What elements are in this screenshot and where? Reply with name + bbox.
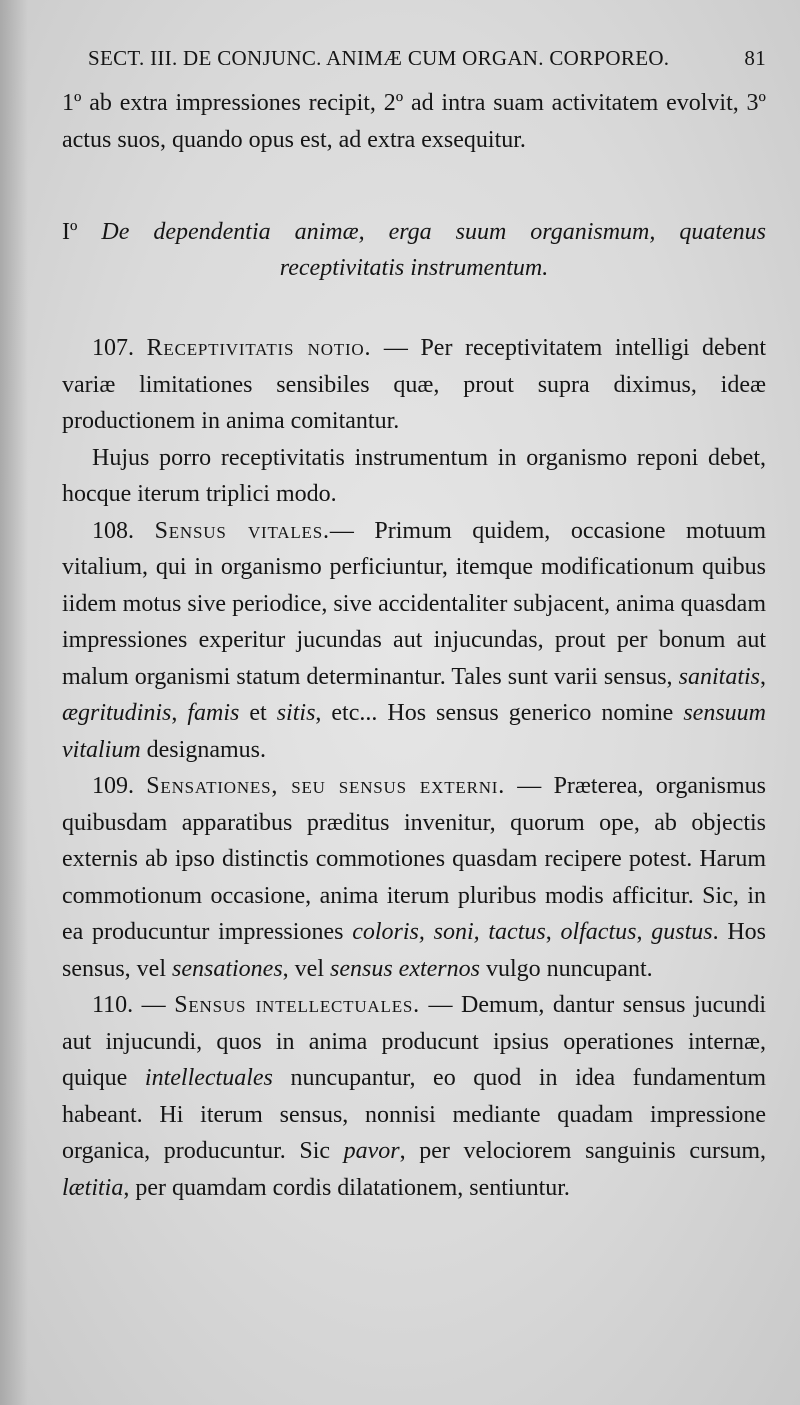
separator: ,	[636, 919, 652, 945]
italic-term: sitis	[276, 700, 316, 726]
italic-term: lætitia	[62, 1174, 124, 1201]
italic-term: intellectuales	[144, 1065, 273, 1091]
italic-term: sanitatis	[678, 663, 760, 690]
dash: —	[419, 992, 462, 1018]
running-head-title: SECT. III. DE CONJUNC. ANIMÆ CUM ORGAN. CORPOREO.	[88, 46, 670, 70]
paragraph-text: , per quamdam cordis dilatationem, sentiuntur.	[123, 1174, 570, 1201]
paragraph-text: Per receptivitatem intelligi debent variæ limitationes sensibiles quæ, prout supra diximus, ideæ productionem in anima comitantur.	[62, 335, 767, 434]
dash: —	[371, 335, 421, 361]
italic-term: pavor	[343, 1138, 400, 1164]
section-heading	[62, 214, 766, 286]
running-head	[88, 46, 766, 71]
paragraph-110	[62, 987, 766, 1206]
italic-term: coloris, soni, tactus	[352, 919, 546, 945]
dash: —	[505, 773, 554, 799]
section-heading-line-1	[62, 214, 766, 250]
paragraph-text: , etc... Hos sensus generico nomine	[315, 700, 684, 726]
paragraph-text: Hujus porro receptivitatis instrumentum in organismo reponi debet, hocque iterum triplici modo.	[62, 444, 766, 507]
italic-term: sensuum vitalium	[62, 700, 767, 763]
page-number: 81	[744, 46, 766, 70]
paragraph-label: Receptivitatis notio.	[146, 335, 372, 361]
section-title-part-1: De dependentia animæ, erga suum organismum, quatenus	[101, 219, 767, 245]
paragraph-text: Præterea, organismus quibusdam apparatibus præditus invenitur, quorum ope, ab objectis externis ab ipso distinctis commotiones quasdam recipere potest. Harum commotionum occasione, anima iterum pluribus modis afficitur. Sic, in ea producuntur impressiones	[62, 773, 767, 945]
italic-term: gustus	[651, 919, 713, 945]
paragraph-number: 107.	[92, 335, 134, 361]
paragraph-text: vulgo nuncupant.	[479, 955, 653, 982]
italic-term: sensus externos	[330, 955, 480, 982]
paragraph-label: Sensationes, seu sensus externi.	[146, 773, 506, 799]
intro-paragraph	[62, 85, 766, 158]
paragraph-text: nuncupantur, eo quod in idea fundamentum habeant. Hi iterum sensus, nonnisi mediante quadam impressione organica, producuntur. Sic	[62, 1065, 766, 1164]
paragraph-number: 109.	[92, 773, 134, 799]
separator: ,	[760, 663, 766, 690]
separator: ,	[171, 700, 188, 726]
paragraph-text: Primum quidem, occasione motuum vitalium, qui in organismo perficiuntur, itemque modificationum quibus iidem motus sive periodice, sive accidentaliter subjacent, anima quasdam impressiones experitur jucundas aut injucundas, prout per bonum aut malum organismi statum determinantur. Tales sunt varii sensus,	[62, 517, 767, 690]
paragraph-109	[62, 768, 766, 987]
paragraph-text: , vel	[282, 955, 330, 982]
separator: ,	[545, 919, 561, 945]
paragraph-text: . Hos sensus, vel	[62, 919, 767, 982]
dash: —	[133, 992, 175, 1018]
intro-text: 1º ab extra impressiones recipit, 2º ad intra suam activitatem evolvit, 3º actus suos, quando opus est, ad extra exsequitur.	[62, 90, 766, 153]
paragraph-text: , per velociorem sanguinis cursum,	[399, 1138, 766, 1164]
dash: —	[329, 517, 375, 544]
paragraph-number: 108.	[92, 517, 134, 544]
italic-term: famis	[187, 700, 240, 726]
paragraph-107-continued	[62, 440, 766, 513]
paragraph-label: Sensus vitales.	[154, 517, 330, 544]
section-title-part-2: receptivitatis instrumentum.	[279, 255, 549, 281]
paragraph-number: 110.	[92, 992, 134, 1018]
section-number: Iº	[62, 219, 78, 245]
paragraph-text: Demum, dantur sensus jucundi aut injucundi, quos in anima producunt ipsius operationes internæ, quique	[62, 992, 767, 1091]
separator: et	[239, 700, 277, 726]
italic-term: sensationes	[172, 955, 283, 982]
paragraph-label: Sensus intellectuales.	[174, 992, 420, 1018]
paragraph-108	[62, 513, 766, 769]
paragraph-text: designamus.	[140, 736, 266, 763]
paragraph-107	[62, 330, 766, 440]
italic-term: olfactus	[560, 919, 637, 945]
italic-term: ægritudinis	[62, 700, 172, 726]
